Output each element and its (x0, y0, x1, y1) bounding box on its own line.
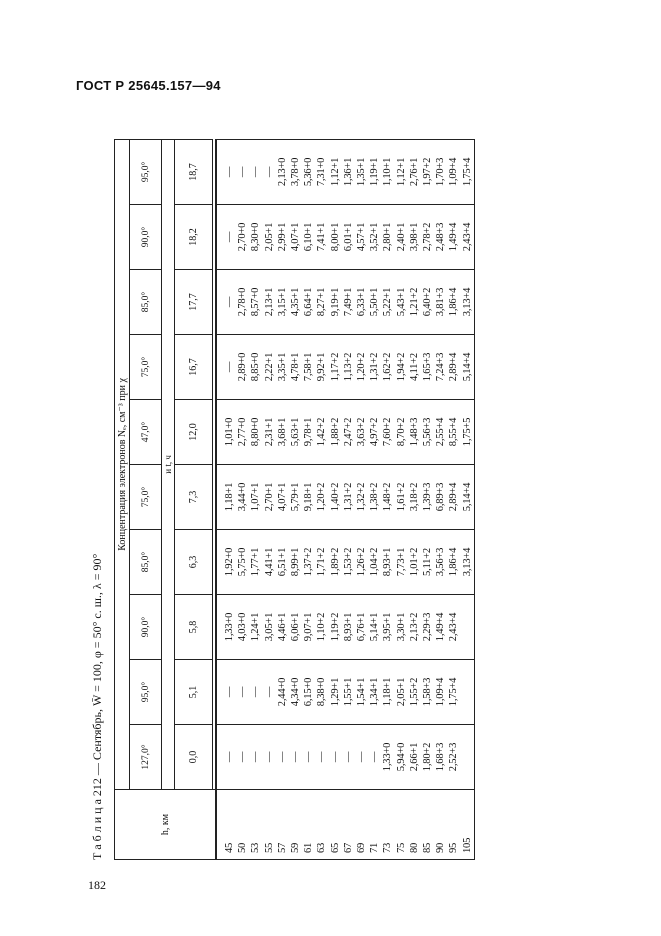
value-cell: 3,98+1 (408, 222, 420, 252)
value-cell: 8,57+0 (250, 287, 262, 317)
value-cell: 1,24+1 (250, 612, 262, 642)
value-cell: 7,24+3 (435, 352, 447, 382)
value-cell: 1,20+2 (316, 482, 328, 512)
h-value: 67 (342, 842, 354, 853)
value-cell: 4,78+1 (290, 352, 302, 382)
value-cell: — (263, 166, 275, 178)
value-cell: 1,01+0 (224, 417, 235, 447)
value-cell: 3,63+2 (356, 417, 368, 447)
value-cell: 1,34+1 (369, 677, 381, 707)
value-cell: 3,15+1 (276, 287, 288, 317)
h-value: 71 (369, 842, 381, 853)
value-cell: 1,31+2 (342, 482, 354, 512)
value-cell: 1,70+3 (435, 157, 447, 187)
value-cell: 4,34+0 (290, 677, 302, 707)
h-value: 75 (395, 842, 407, 853)
value-cell: 7,60+2 (382, 417, 394, 447)
value-cell: 1,32+2 (356, 482, 368, 512)
chi-cell: 85,0° (130, 530, 162, 595)
h-value: 55 (263, 842, 275, 853)
h-values-column (216, 790, 474, 860)
value-cell: 1,33+0 (382, 742, 394, 772)
value-cell: 5,36+0 (303, 157, 315, 187)
t-cell: 7,3 (175, 465, 213, 530)
data-table (114, 139, 475, 860)
value-cell: 6,33+1 (356, 287, 368, 317)
h-value: 105 (461, 837, 473, 853)
value-cell: 7,58+1 (303, 352, 315, 382)
value-cell: — (250, 166, 262, 178)
t-cell: 18,2 (175, 205, 213, 270)
t-cell: 0,0 (175, 725, 213, 790)
value-cell: 8,00+1 (329, 222, 341, 252)
value-cell: 1,31+2 (369, 352, 381, 382)
value-cell: 3,78+0 (290, 157, 302, 187)
value-cell: 2,48+3 (435, 222, 447, 252)
value-cell: 2,66+1 (408, 742, 420, 772)
value-cell: 6,10+1 (303, 222, 315, 252)
value-cell: — (290, 751, 302, 763)
value-cell: — (342, 751, 354, 763)
value-cell: 3,68+1 (276, 417, 288, 447)
value-cell: 9,18+1 (303, 482, 315, 512)
h-value: 69 (356, 842, 368, 853)
value-cell: 8,27+1 (316, 287, 328, 317)
value-cell: 1,86+4 (448, 547, 460, 577)
value-cell: 1,49+4 (435, 612, 447, 642)
value-cell: — (303, 751, 315, 763)
value-cell: 1,42+2 (316, 417, 328, 447)
value-cell: 1,86+4 (448, 287, 460, 317)
value-cell: 1,65+3 (422, 352, 434, 382)
value-cell: 8,70+2 (395, 417, 407, 447)
value-cell: 6,01+1 (342, 222, 354, 252)
value-cell: 2,29+3 (422, 612, 434, 642)
t-cell: 16,7 (175, 335, 213, 400)
chi-cell: 47,0° (130, 400, 162, 465)
value-cell: 1,62+2 (382, 352, 394, 382)
value-cell: — (224, 296, 235, 308)
value-cell: 2,52+3 (448, 742, 460, 772)
table-caption: Т а б л и ц а 212 — Сентябрь, W̄ = 100, φ = 50° с. ш., λ = 90° (90, 553, 104, 860)
rotated-table-block (90, 140, 600, 860)
chi-cell: 95,0° (130, 139, 162, 204)
t-cell: 17,7 (175, 270, 213, 335)
value-cell: 1,75+4 (448, 677, 460, 707)
value-cell: 5,75+0 (237, 547, 249, 577)
value-cell: 8,55+4 (448, 417, 460, 447)
values-column (216, 335, 474, 400)
value-cell: 2,31+1 (263, 417, 275, 447)
value-cell: 2,70+0 (237, 222, 249, 252)
value-cell: 1,20+2 (356, 352, 368, 382)
value-cell: 3,05+1 (263, 612, 275, 642)
concentration-header: Концентрация электронов Nₑ, см⁻³ при χ (115, 139, 130, 789)
value-cell: 2,76+1 (408, 157, 420, 187)
value-cell: 4,11+2 (408, 353, 420, 381)
value-cell: 1,89+2 (329, 547, 341, 577)
value-cell: 5,14+4 (461, 352, 473, 382)
value-cell: — (237, 686, 249, 698)
value-cell: 5,43+1 (395, 287, 407, 317)
time-subheader: и t, ч (162, 139, 175, 789)
value-cell: 2,22+1 (263, 352, 275, 382)
value-cell: 2,05+1 (395, 677, 407, 707)
value-cell: 8,93+1 (342, 612, 354, 642)
value-cell: 1,80+2 (422, 742, 434, 772)
value-cell: 1,26+2 (356, 547, 368, 577)
value-cell: 1,77+1 (250, 547, 262, 577)
values-column (216, 139, 474, 204)
value-cell: 8,80+0 (250, 417, 262, 447)
value-cell: 5,56+3 (422, 417, 434, 447)
h-value: 63 (316, 842, 328, 853)
value-cell: 1,09+4 (435, 677, 447, 707)
value-cell: 1,18+1 (382, 677, 394, 707)
value-cell: 1,48+3 (408, 417, 420, 447)
values-column (216, 660, 474, 725)
value-cell: 1,58+3 (422, 677, 434, 707)
value-cell: 3,18+2 (408, 482, 420, 512)
t-cell: 5,8 (175, 595, 213, 660)
value-cell: 5,14+4 (461, 482, 473, 512)
value-cell: 5,22+1 (382, 287, 394, 317)
value-cell: — (276, 751, 288, 763)
value-cell: 9,92+1 (316, 352, 328, 382)
chi-cell: 90,0° (130, 205, 162, 270)
value-cell: 1,92+0 (224, 547, 235, 577)
value-cell: 5,14+1 (369, 612, 381, 642)
value-cell: 1,04+2 (369, 547, 381, 577)
value-cell: 2,13+1 (263, 287, 275, 317)
values-column (216, 595, 474, 660)
value-cell: 1,48+2 (382, 482, 394, 512)
value-cell: 8,85+0 (250, 352, 262, 382)
value-cell: 1,09+4 (448, 157, 460, 187)
value-cell: 2,80+1 (382, 222, 394, 252)
value-cell: 3,35+1 (276, 352, 288, 382)
value-cell: 2,13+2 (408, 612, 420, 642)
h-value: 59 (290, 842, 302, 853)
value-cell: 1,29+1 (329, 677, 341, 707)
value-cell: 1,07+1 (250, 482, 262, 512)
value-cell: 2,13+0 (276, 157, 288, 187)
value-cell: 1,61+2 (395, 482, 407, 512)
value-cell: 1,12+1 (329, 157, 341, 187)
t-cell: 12,0 (175, 400, 213, 465)
value-cell: 8,30+0 (250, 222, 262, 252)
value-cell: 1,12+1 (395, 157, 407, 187)
value-cell: 1,35+1 (356, 157, 368, 187)
page-number: 182 (88, 878, 106, 892)
values-column (216, 465, 474, 530)
chi-cell: 95,0° (130, 660, 162, 725)
value-cell: 1,37+2 (303, 547, 315, 577)
value-cell: 3,95+1 (382, 612, 394, 642)
chi-cell: 75,0° (130, 335, 162, 400)
h-value: 50 (237, 842, 249, 853)
value-cell: 2,77+0 (237, 417, 249, 447)
chi-cell: 127,0° (130, 725, 162, 790)
value-cell: 1,40+2 (329, 482, 341, 512)
value-cell: 7,73+1 (395, 547, 407, 577)
value-cell: 4,03+0 (237, 612, 249, 642)
value-cell: 1,36+1 (342, 157, 354, 187)
value-cell: 6,89+3 (435, 482, 447, 512)
value-cell: — (237, 166, 249, 178)
value-cell: 1,19+1 (369, 157, 381, 187)
h-value: 80 (408, 842, 420, 853)
value-cell: 6,40+2 (422, 287, 434, 317)
h-value: 85 (422, 842, 434, 853)
chi-cell: 90,0° (130, 595, 162, 660)
value-cell: 1,19+2 (329, 612, 341, 642)
value-cell: 1,17+2 (329, 352, 341, 382)
value-cell: 7,49+1 (342, 287, 354, 317)
value-cell: — (224, 361, 235, 373)
value-cell: — (224, 231, 235, 243)
value-cell: 6,51+1 (276, 547, 288, 577)
value-cell: 5,94+0 (395, 742, 407, 772)
t-cell: 6,3 (175, 530, 213, 595)
value-cell: — (224, 751, 235, 763)
values-column (216, 400, 474, 465)
value-cell: 4,41+1 (263, 547, 275, 577)
value-cell: 1,10+2 (316, 612, 328, 642)
value-cell: — (369, 751, 381, 763)
h-value: 65 (329, 842, 341, 853)
value-cell: 1,53+2 (342, 547, 354, 577)
value-cell: 2,55+4 (435, 417, 447, 447)
value-cell: 2,89+4 (448, 482, 460, 512)
value-cell: 1,49+4 (448, 222, 460, 252)
value-cell: 5,11+2 (422, 548, 434, 576)
chi-cell: 75,0° (130, 465, 162, 530)
value-cell: 1,55+2 (408, 677, 420, 707)
value-cell: 2,43+4 (461, 222, 473, 252)
value-cell: 1,55+1 (342, 677, 354, 707)
value-cell: 8,99+1 (290, 547, 302, 577)
value-cell: 2,89+4 (448, 352, 460, 382)
h-header: h, км (115, 790, 217, 860)
value-cell: — (237, 751, 249, 763)
value-cell: 9,78+1 (303, 417, 315, 447)
value-cell: 6,15+0 (303, 677, 315, 707)
t-cell: 18,7 (175, 139, 213, 204)
value-cell: 1,97+2 (422, 157, 434, 187)
value-cell: 2,44+0 (276, 677, 288, 707)
value-cell: 7,41+1 (316, 222, 328, 252)
value-cell: 5,50+1 (369, 287, 381, 317)
h-value: 73 (382, 842, 394, 853)
value-cell: 3,13+4 (461, 547, 473, 577)
value-cell: 1,01+2 (408, 547, 420, 577)
value-cell: 1,21+2 (408, 287, 420, 317)
value-cell: 9,19+1 (329, 287, 341, 317)
value-cell: 2,89+0 (237, 352, 249, 382)
value-cell: 3,13+4 (461, 287, 473, 317)
value-cell: 2,43+4 (448, 612, 460, 642)
value-cell: — (356, 751, 368, 763)
value-cell: 1,54+1 (356, 677, 368, 707)
value-cell: 1,39+3 (422, 482, 434, 512)
value-cell: 3,30+1 (395, 612, 407, 642)
value-cell: 1,68+3 (435, 742, 447, 772)
value-cell: 2,05+1 (263, 222, 275, 252)
value-cell: 7,31+0 (316, 157, 328, 187)
value-cell: 2,47+2 (342, 417, 354, 447)
value-cell: — (329, 751, 341, 763)
value-cell: 1,88+2 (329, 417, 341, 447)
value-cell: 1,18+1 (224, 482, 235, 512)
value-cell: 1,75+4 (461, 157, 473, 187)
value-cell: 3,44+0 (237, 482, 249, 512)
value-cell: 5,63+1 (290, 417, 302, 447)
value-cell: 2,99+1 (276, 222, 288, 252)
value-cell: 4,57+1 (356, 222, 368, 252)
value-cell: 1,75+5 (461, 417, 473, 447)
values-column (216, 205, 474, 270)
h-value: 45 (224, 842, 235, 853)
value-cell: 1,33+0 (224, 612, 235, 642)
values-column (216, 530, 474, 595)
value-cell: 2,78+0 (237, 287, 249, 317)
value-cell: 1,71+2 (316, 547, 328, 577)
value-cell: — (316, 751, 328, 763)
value-cell: 8,38+0 (316, 677, 328, 707)
h-value: 53 (250, 842, 262, 853)
value-cell: 2,78+2 (422, 222, 434, 252)
value-cell: 3,56+3 (435, 547, 447, 577)
value-cell: 9,07+1 (303, 612, 315, 642)
value-cell: 6,64+1 (303, 287, 315, 317)
value-cell: 5,79+1 (290, 482, 302, 512)
values-column (216, 725, 474, 790)
value-cell: 2,70+1 (263, 482, 275, 512)
value-cell: 1,13+2 (342, 352, 354, 382)
value-cell: 8,93+1 (382, 547, 394, 577)
value-cell: — (263, 751, 275, 763)
document-header: ГОСТ Р 25645.157—94 (76, 78, 221, 93)
value-cell: 3,52+1 (369, 222, 381, 252)
value-cell: 4,97+2 (369, 417, 381, 447)
value-cell: — (224, 166, 235, 178)
value-cell: 2,40+1 (395, 222, 407, 252)
value-cell: — (250, 686, 262, 698)
value-cell: 4,07+1 (276, 482, 288, 512)
value-cell: 6,06+1 (290, 612, 302, 642)
value-cell: — (250, 751, 262, 763)
chi-cell: 85,0° (130, 270, 162, 335)
h-value: 61 (303, 842, 315, 853)
value-cell: 6,76+1 (356, 612, 368, 642)
h-value: 95 (448, 842, 460, 853)
h-value: 57 (276, 842, 288, 853)
value-cell: — (224, 686, 235, 698)
h-value: 90 (435, 842, 447, 853)
value-cell: 3,81+3 (435, 287, 447, 317)
value-cell: 4,46+1 (276, 612, 288, 642)
values-column (216, 270, 474, 335)
value-cell: 1,38+2 (369, 482, 381, 512)
value-cell: — (263, 686, 275, 698)
value-cell: 1,10+1 (382, 157, 394, 187)
value-cell: 4,07+1 (290, 222, 302, 252)
value-cell: 4,35+1 (290, 287, 302, 317)
t-cell: 5,1 (175, 660, 213, 725)
value-cell: 1,94+2 (395, 352, 407, 382)
